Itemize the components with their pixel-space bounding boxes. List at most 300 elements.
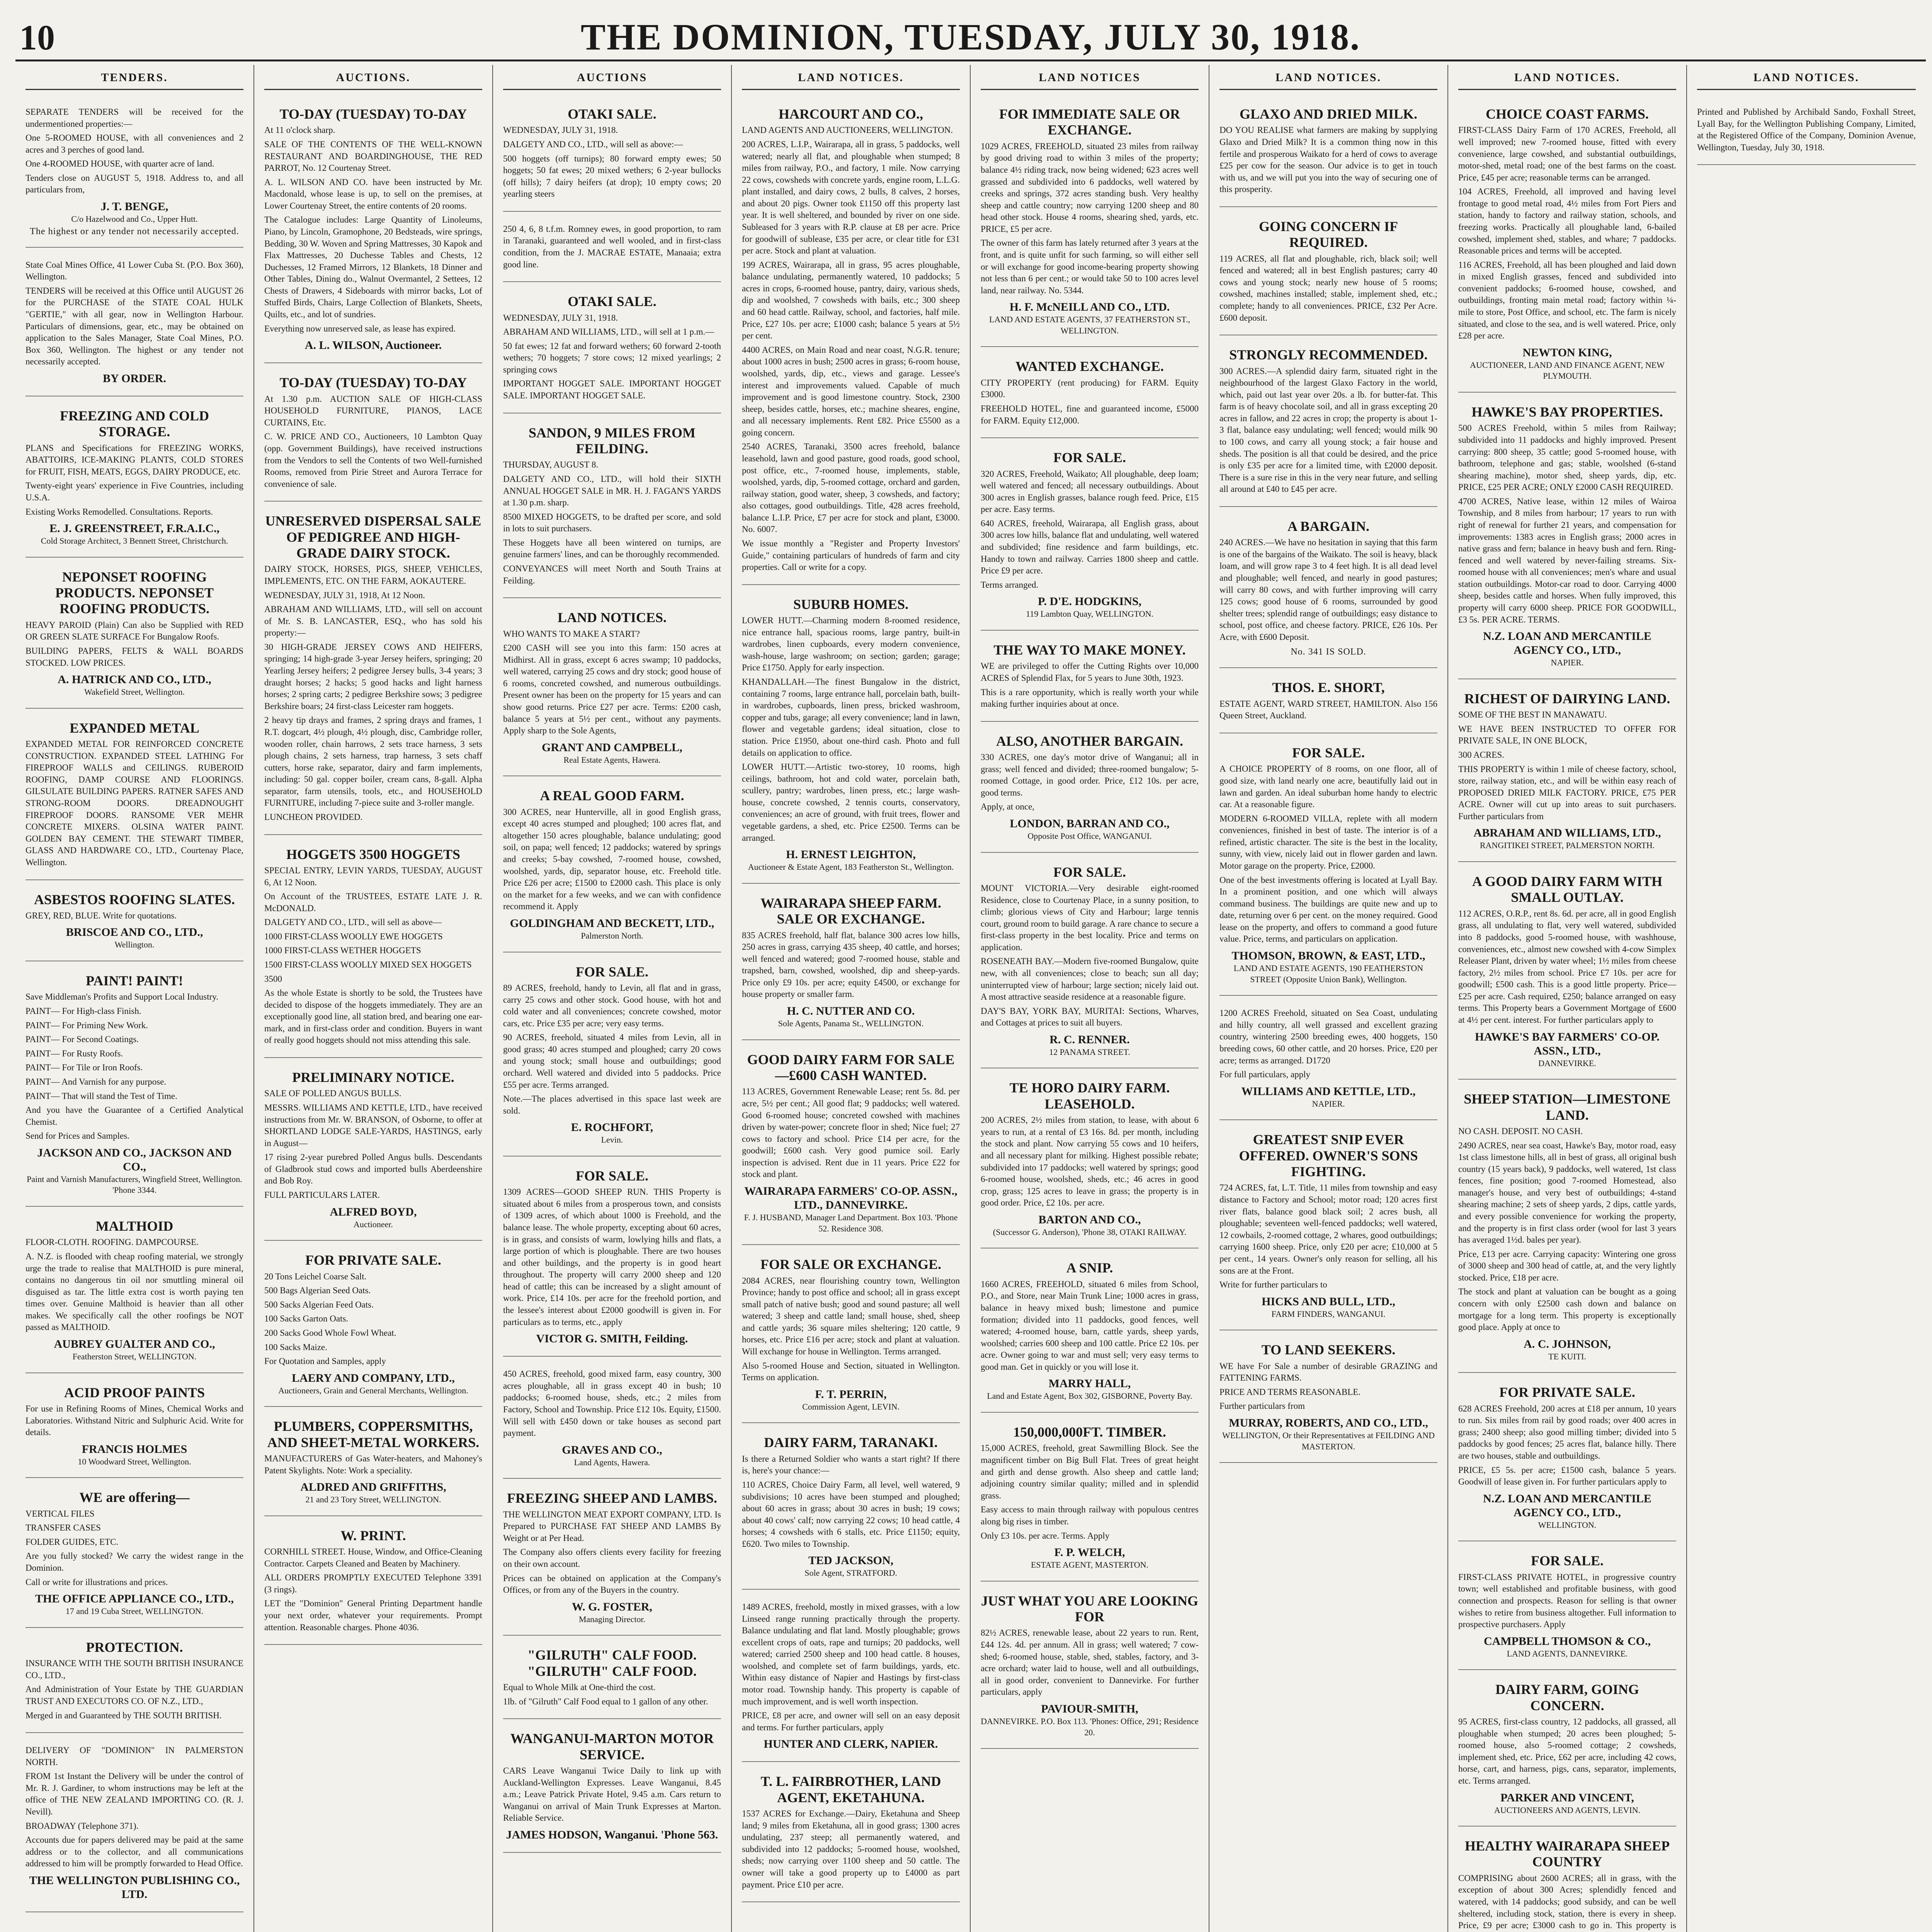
ad-address: DANNEVIRKE. — [1538, 1058, 1596, 1068]
advertisement — [1219, 99, 1437, 207]
advertisement — [503, 1361, 721, 1479]
ad-paragraph: PAINT— For Rusty Roofs. — [26, 1048, 123, 1058]
ad-address: AUCTIONEER, LAND AND FINANCE AGENT, NEW PLYMOUTH. — [1470, 360, 1665, 381]
ad-signature: HAWKE'S BAY FARMERS' CO-OP. ASSN., LTD., — [1475, 1030, 1660, 1057]
ad-signature: ABRAHAM AND WILLIAMS, LTD., — [1473, 827, 1661, 840]
ad-paragraph: 300 ACRES.—A splendid dairy farm, situated right in the neighbourhood of the largest Glaxo Factory in the world, which, paid out last year over 20s. a lb. for butter-fat. This farm is of heavy chocolate soil, and all in grass excepting 20 acres in fallow, and 22 acres in crop; the property is about 1-3 flat, balance easy undulating; well fenced; would milk 90 to 100 cows, and carry all young stock; a fair house and sheds. The position is all that could be desired, and the price is only £35 per acre for a limited time, with £2000 deposit. There is a sure rise in this in the very near future, and selling all around at £40 to £45 per acre. — [1219, 366, 1437, 494]
ad-address: 12 PANAMA STREET. — [1049, 1047, 1130, 1057]
ad-heading: ASBESTOS ROOFING SLATES. — [34, 891, 235, 907]
ad-paragraph: WE are privileged to offer the Cutting Rights over 10,000 ACRES of Splendid Flax, for 5 years to June 30th, 1923. — [981, 661, 1199, 683]
ad-paragraph: 500 Sacks Algerian Feed Oats. — [264, 1299, 374, 1310]
ad-paragraph: C. W. PRICE AND CO., Auctioneers, 10 Lambton Quay (opp. Government Buildings), have received instructions from the Vendors to sell the Contents of two Well-furnished Rooms, removed from Pirie Street and Aurora Terrace for convenience of sale. — [264, 432, 482, 489]
advertisement — [742, 1044, 960, 1245]
advertisement — [981, 442, 1199, 631]
ad-paragraph: Save Middleman's Profits and Support Local Industry. — [26, 992, 219, 1002]
ad-paragraph: 1000 FIRST-CLASS WOOLLY EWE HOGGETS — [264, 931, 443, 941]
ad-heading: WE are offering— — [79, 1490, 190, 1505]
column-4 — [732, 65, 971, 1932]
ad-paragraph: Also 5-roomed House and Section, situated in Wellington. Terms on application. — [742, 1361, 960, 1383]
ad-heading: HEALTHY WAIRARAPA SHEEP COUNTRY — [1464, 1838, 1670, 1870]
ad-paragraph: For Quotation and Samples, apply — [264, 1356, 386, 1366]
ad-paragraph: The Company also offers clients every facility for freezing on their own account. — [503, 1547, 721, 1569]
ad-address: Cold Storage Architect, 3 Bennett Street, Christchurch. — [41, 536, 228, 546]
ad-signature: MURRAY, ROBERTS, AND CO., LTD., — [1229, 1416, 1428, 1429]
advertisement — [981, 726, 1199, 853]
ad-paragraph: 104 ACRES, Freehold, all improved and having level frontage to good metal road, 4½ miles from Fort Piers and station, handy to factory and railway station, schools, and freezing works. Practically all ploughable land, 6-bailed cowshed, implement shed, stables, and whare; 7 paddocks. Reasonable prices and terms will be accepted. — [1458, 187, 1676, 256]
ad-paragraph: PAINT— For Priming New Work. — [26, 1020, 148, 1030]
advertisement — [981, 99, 1199, 347]
ad-address: LAND AND ESTATE AGENTS, 37 FEATHERSTON ST., WELLINGTON. — [989, 315, 1190, 335]
advertisement — [981, 1417, 1199, 1582]
ad-paragraph: MOUNT VICTORIA.—Very desirable eight-roomed Residence, close to Courtenay Place, in a sunny position, to climb; glorious views of City and Harbour; large tennis court, ground room to build garage. A rare chance to secure a first-class property in the best locality. Price and terms on application. — [981, 883, 1199, 952]
advertisement — [981, 351, 1199, 438]
ad-paragraph: Existing Works Remodelled. Consultations. Reports. — [26, 507, 213, 517]
ad-paragraph: DAIRY STOCK, HORSES, PIGS, SHEEP, VEHICLES, IMPLEMENTS, ETC. ON THE FARM, AOKAUTERE. — [264, 564, 482, 586]
ad-paragraph: DAY'S BAY, YORK BAY, MURITAI: Sections, Wharves, and Cottages at prices to suit all buyers. — [981, 1006, 1199, 1028]
ad-paragraph: On Account of the TRUSTEES, ESTATE LATE J. R. McDONALD. — [264, 891, 482, 913]
ad-paragraph: Apply, at once, — [981, 802, 1035, 812]
ad-paragraph: PAINT— For Second Coatings. — [26, 1034, 139, 1044]
ad-signature: W. G. FOSTER, — [571, 1600, 653, 1613]
ad-paragraph: The Catalogue includes: Large Quantity of Linoleums, Piano, by Lincoln, Gramophone, 20 Bedsteads, wire springs, Bedding, 30 W. Woven and Spring Mattresses, 30 Kapok and Flax Mattresses, 20 Duchesse Tables and Chests, 12 Duchesses, 12 Framed Mirrors, 12 Blankets, 18 Dinner and Other Tables, Dining do., Walnut Overmantel, 2 Settees, 12 Chests of Drawers, 4 Sideboards with mirror backs, Lot of Stuffed Birds, Chairs, Large Collection of Blankets, Sheets, Quilts, etc., and lot of sundries. — [264, 215, 482, 320]
ad-signature: TED JACKSON, — [808, 1554, 894, 1567]
ad-paragraph: Is there a Returned Soldier who wants a start right? If there is, here's your chance:— — [742, 1454, 960, 1476]
ad-paragraph: HEAVY PAROID (Plain) Can also be Supplied with RED OR GREEN SLATE SURFACE For Bungalow Roofs. — [26, 620, 243, 642]
ad-paragraph: SALE OF THE CONTENTS OF THE WELL-KNOWN RESTAURANT AND BOARDINGHOUSE, THE RED PARROT, No. 12 Courtenay Street. — [264, 139, 482, 173]
ad-heading: 150,000,000FT. TIMBER. — [1013, 1424, 1166, 1440]
ad-heading: DAIRY FARM, GOING CONCERN. — [1495, 1682, 1639, 1713]
ad-paragraph: Easy access to main through railway with populous centres along big rises in timber. — [981, 1505, 1199, 1526]
advertisement — [264, 99, 482, 363]
advertisement — [26, 884, 243, 962]
column-2 — [254, 65, 493, 1932]
advertisement — [1458, 396, 1676, 679]
ad-signature: LONDON, BARRAN AND CO., — [1010, 817, 1170, 830]
ad-heading: ALSO, ANOTHER BARGAIN. — [996, 733, 1184, 749]
ad-paragraph: Are you fully stocked? We carry the widest range in the Dominion. — [26, 1551, 243, 1573]
ad-paragraph: PAINT— For High-class Finish. — [26, 1006, 141, 1016]
advertisement — [981, 1252, 1199, 1413]
ad-paragraph: PRICE, £5 5s. per acre; £1500 cash, balance 5 years. Goodwill of lease given in. For further particulars apply to — [1458, 1465, 1676, 1487]
advertisement — [503, 286, 721, 413]
advertisement — [503, 1483, 721, 1636]
advertisement — [1219, 737, 1437, 996]
ad-address: AUCTIONEERS AND AGENTS, LEVIN. — [1494, 1805, 1641, 1815]
advertisement — [26, 400, 243, 558]
ad-signature: N.Z. LOAN AND MERCANTILE AGENCY CO., LTD., — [1483, 630, 1651, 657]
column-heading: LAND NOTICES. — [1697, 65, 1916, 90]
ad-address: NAPIER. — [1551, 658, 1584, 668]
ad-paragraph: THURSDAY, AUGUST 8. — [503, 460, 599, 470]
advertisement — [1458, 1830, 1676, 1932]
ad-heading: OTAKI SALE. — [568, 294, 656, 310]
advertisement — [503, 99, 721, 212]
ad-address: Auctioneer & Estate Agent, 183 Featherston St., Wellington. — [748, 862, 954, 872]
ad-paragraph: 116 ACRES, Freehold, all has been ploughed and laid down in mixed English grasses, fenced and subdivided into convenient paddocks; 6-roomed house, cowshed, and outbuildings, fronting main metal road; factory within ¼-mile to store, Post Office, and school, etc. The farm is nicely situated, and close to the sea, and is well watered. Price, only £28 per acre. — [1458, 260, 1676, 341]
ad-paragraph: 500 Bags Algerian Seed Oats. — [264, 1286, 371, 1296]
ad-address: Land and Estate Agent, Box 302, GISBORNE, Poverty Bay. — [987, 1391, 1192, 1401]
ad-heading: A SNIP. — [1066, 1260, 1113, 1276]
advertisement — [742, 589, 960, 884]
ad-paragraph: Price, £13 per acre. Carrying capacity: Wintering one gross of 3000 sheep and 300 head of cattle, at, and the very lightly stocked. Price, £18 per acre. — [1458, 1249, 1676, 1282]
advertisement — [26, 561, 243, 709]
advertisement — [26, 713, 243, 880]
ad-paragraph: This is a rare opportunity, which is really worth your while making further inquiries about at once. — [981, 687, 1199, 709]
column-3 — [493, 65, 732, 1932]
ad-address: Paint and Varnish Manufacturers, Wingfield Street, Wellington. 'Phone 3344. — [27, 1174, 242, 1195]
ad-paragraph: CITY PROPERTY (rent producing) for FARM. Equity £3000. — [981, 378, 1199, 400]
ad-heading: HOGGETS 3500 HOGGETS — [286, 846, 461, 862]
ad-heading: SHEEP STATION—LIMESTONE LAND. — [1464, 1091, 1671, 1123]
ad-paragraph: 200 ACRES, 2½ miles from station, to lease, with about 6 years to run, at a rental of £3 16s. 8d. per month, including the stock and plant. Now carrying 55 cows and 10 heifers, and all necessary plant for milking. Highest possible rebate; subdivided into 17 paddocks; well watered by springs; good 6-roomed house, woolshed, sheds, etc.; 46 acres in good crop, grass; 125 acres to leave in grass; the property is in good order. Price, £2 10s. per acre. — [981, 1115, 1199, 1208]
advertisement — [1697, 99, 1916, 165]
ad-paragraph: LAND AGENTS AND AUCTIONEERS, WELLINGTON. — [742, 125, 953, 135]
ad-paragraph: VERTICAL FILES — [26, 1509, 95, 1519]
ad-heading: PROTECTION. — [86, 1639, 183, 1655]
ad-paragraph: 300 ACRES. — [1458, 750, 1504, 760]
ad-paragraph: PAINT— And Varnish for any purpose. — [26, 1077, 167, 1087]
ad-paragraph: ABRAHAM AND WILLIAMS, LTD., will sell on account of Mr. S. B. LANCASTER, ESQ., who has sold his property:— — [264, 604, 482, 638]
column-5 — [971, 65, 1209, 1932]
ad-signature: F. T. PERRIN, — [815, 1388, 887, 1401]
ad-paragraph: CARS Leave Wanganui Twice Daily to link up with Auckland-Wellington Expresses. Leave Wanganui, 8.45 a.m.; Leave Patrick Private Hotel, 9.45 a.m. Cars return to Wanganui on arrival of Main Trunk Expresses at Marton. Reliable Service. — [503, 1766, 721, 1823]
ad-paragraph: KHANDALLAH.—The finest Bungalow in the district, containing 7 rooms, large entrance hall, porcelain bath, built-in wardrobes, cupboards, linen press, bricked washroom, copper and tubs, garage; all every convenience; land in lawn, flower and vegetable gardens; ideal situation, close to station. Price £1950, about one-third cash. Photo and full details on application to office. — [742, 677, 960, 758]
masthead: THE DOMINION, TUESDAY, JULY 30, 1918. — [580, 16, 1361, 58]
ad-paragraph: WHO WANTS TO MAKE A START? — [503, 629, 640, 639]
ad-heading: HAWKE'S BAY PROPERTIES. — [1471, 404, 1663, 420]
ad-paragraph: 240 ACRES.—We have no hesitation in saying that this farm is one of the bargains of the Waikato. The soil is heavy, black loam, and will grow rape 3 to 4 feet high. It is all dead level and ploughable; well fenced, and nearly in good pastures; will carry 80 cows, and with further improving will carry 125 cows; good house of 6 rooms, surrounded by good shelter trees; splendid range of outbuildings; easy distance to school, post office, and cheese factory. PRICE, £26 10s. Per Acre, with £600 Deposit. — [1219, 537, 1437, 642]
advertisement — [264, 839, 482, 1058]
ad-paragraph: 320 ACRES, Freehold, Waikato; All ploughable, deep loam; well watered and fenced; all necessary outbuildings. About 300 acres in English grasses, balance rough feed. Price, £15 per acre. Easy terms. — [981, 469, 1199, 514]
ad-heading: THE WAY TO MAKE MONEY. — [993, 642, 1186, 658]
ad-heading: MALTHOID — [95, 1218, 173, 1234]
advertisement — [503, 1723, 721, 1853]
ad-paragraph: 89 ACRES, freehold, handy to Levin, all flat and in grass, carry 25 cows and other stock. Good house, with hot and cold water and all conveniences; concrete cowshed, motor cars, etc. Price £35 per acre; very easy terms. — [503, 983, 721, 1028]
page-header — [15, 13, 1926, 61]
advertisement — [26, 252, 243, 396]
column-7 — [1448, 65, 1687, 1932]
advertisement — [742, 1249, 960, 1423]
ad-paragraph: BROADWAY (Telephone 371). — [26, 1821, 139, 1831]
ad-heading: UNRESERVED DISPERSAL SALE OF PEDIGREE AND HIGH-GRADE DAIRY STOCK. — [265, 513, 481, 561]
ad-heading: LAND NOTICES. — [557, 610, 667, 626]
ad-signature: THE OFFICE APPLIANCE CO., LTD., — [35, 1592, 234, 1605]
ad-paragraph: LUNCHEON PROVIDED. — [264, 812, 363, 822]
ad-signature: THOMSON, BROWN, & EAST, LTD., — [1231, 949, 1425, 963]
ad-heading: THOS. E. SHORT, — [1272, 680, 1385, 696]
advertisement — [1458, 683, 1676, 862]
ad-address: Sole Agents, Panama St., WELLINGTON. — [778, 1019, 924, 1028]
ad-heading: FOR SALE. — [1053, 450, 1126, 466]
ad-paragraph: 2084 ACRES, near flourishing country town, Wellington Province; handy to post office and school; all in grass except small patch of native bush; good and sound pasture; all well watered; 3 sheep and cattle land; small house, shed, sheep and cattle yards; 36 square miles sheltering; 120 cattle, 9 horses, etc. Price £16 per acre; stock and plant at valuation. Will exchange for house in Wellington. Terms arranged. — [742, 1276, 960, 1357]
ad-heading: FREEZING SHEEP AND LAMBS. — [507, 1490, 718, 1506]
ad-paragraph: 90 ACRES, freehold, situated 4 miles from Levin, all in good grass; 40 acres stumped and ploughed; carry 20 cows and young stock; small house and outbuildings; good orchard. Well watered and divided into 5 paddocks. Price £55 per acre. Terms arranged. — [503, 1032, 721, 1090]
ad-heading: RICHEST OF DAIRYING LAND. — [1464, 690, 1670, 706]
ad-signature: H. C. NUTTER AND CO. — [787, 1005, 915, 1017]
ad-paragraph: 450 ACRES, freehold, good mixed farm, easy country, 300 acres ploughable, all in grass except 40 in bush; 10 paddocks; 6-roomed house, sheds, etc.; 2 miles from Factory, School and Township. Price £12 10s. Equity, £1500. Will sell with £450 down or take houses as second part payment. — [503, 1369, 721, 1438]
ad-paragraph: 1000 FIRST-CLASS WETHER HOGGETS — [264, 946, 421, 956]
advertisement — [1219, 511, 1437, 668]
ad-paragraph: Tenders close on AUGUST 5, 1918. Address to, and all particulars from, — [26, 173, 243, 195]
ad-paragraph: WEDNESDAY, JULY 31, 1918, At 12 Noon. — [264, 590, 425, 600]
ad-address: WELLINGTON, Or their Representatives at FEILDING AND MASTERTON. — [1222, 1430, 1435, 1451]
column-heading: LAND NOTICES — [981, 65, 1199, 90]
ad-paragraph: Note.—The places advertised in this space last week are sold. — [503, 1094, 721, 1116]
advertisement — [1458, 1674, 1676, 1827]
ad-heading: W. PRINT. — [340, 1527, 406, 1543]
ad-address: 119 Lambton Quay, WELLINGTON. — [1026, 609, 1153, 619]
ad-address: 17 and 19 Cuba Street, WELLINGTON. — [65, 1606, 204, 1616]
ad-paragraph: 835 ACRES freehold, half flat, balance 300 acres low hills, 250 acres in grass, carrying 435 sheep, 40 cattle, and horses; well fenced and watered; good 7-roomed house, stable and trapshed, barn, cowshed, woolshed, dip and sheep-yards. Price only £9 10s. per acre; equity £4500, or exchange for house property or smaller farm. — [742, 930, 960, 999]
ad-signature: AUBREY GUALTER AND CO., — [54, 1338, 215, 1351]
ad-paragraph: State Coal Mines Office, 41 Lower Cuba St. (P.O. Box 360), Wellington. — [26, 260, 243, 282]
ad-paragraph: 1200 ACRES Freehold, situated on Sea Coast, undulating and hilly country, all well grassed and excellent grazing country, wintering 2500 breeding ewes, 400 hoggets, 150 breeding cows, 60 other cattle, and 20 horses. Price, £20 per acre; terms as arranged. D1720 — [1219, 1008, 1437, 1065]
ad-paragraph: 15,000 ACRES, freehold, great Sawmilling Block. See the magnificent timber on Big Bull Flat. Trees of great height and girth and dense growth. Also sheep and cattle land; adjoining country similar quality; milled and in splendid grass. — [981, 1443, 1199, 1500]
ad-address: Palmerston North. — [581, 930, 643, 940]
ad-address: ESTATE AGENT, MASTERTON. — [1031, 1560, 1149, 1570]
ad-signature: LAERY AND COMPANY, LTD., — [292, 1371, 455, 1384]
ad-paragraph: We issue monthly a "Register and Property Investors' Guide," containing particulars of hundreds of farm and city properties. Call or write for a copy. — [742, 539, 960, 572]
ad-paragraph: 200 Sacks Good Whole Fowl Wheat. — [264, 1328, 396, 1338]
ad-paragraph: Accounts due for papers delivered may be paid at the same address or to the collector, and all communications addressed to him will be promptly forwarded to Head Office. — [26, 1835, 243, 1869]
column-heading: AUCTIONS. — [264, 65, 482, 90]
ad-paragraph: SEPARATE TENDERS will be received for the undermentioned properties:— — [26, 107, 243, 129]
ad-signature: ALFRED BOYD, — [330, 1205, 417, 1218]
advertisement — [264, 505, 482, 835]
ad-paragraph: Printed and Published by Archibald Sando, Foxhall Street, Lyall Bay, for the Wellington Publishing Company, Limited, at the Registered Office of the Company, Dominion Avenue, Wellington, Tuesday, July 30, 1918. — [1697, 107, 1916, 152]
ad-paragraph: MANUFACTURERS of Gas Water-heaters, and Mahoney's Patent Skylights. Note: Work a speciality. — [264, 1454, 482, 1475]
ad-paragraph: Call or write for illustrations and prices. — [26, 1577, 168, 1587]
ad-paragraph: ROSENEATH BAY.—Modern five-roomed Bungalow, quite new, with all conveniences; close to beach; sun all day; uninterrupted view of harbour; large section; nicely laid out. A most attractive seaside residence at a reasonable figure. — [981, 956, 1199, 1002]
ad-paragraph: 17 rising 2-year purebred Polled Angus bulls. Descendants of Gladbrook stud cows and imported bulls Aberdeenshire and Bob Roy. — [264, 1152, 482, 1186]
ad-paragraph: THIS PROPERTY is within 1 mile of cheese factory, school, store, railway station, etc., and will be within easy reach of PROPOSED DRIED MILK FACTORY. PRICE, £75 PER ACRE. Owner will cut up into areas to suit purchasers. Further particulars from — [1458, 764, 1676, 821]
column-heading: LAND NOTICES. — [1458, 65, 1676, 90]
ad-heading: PRELIMINARY NOTICE. — [292, 1070, 454, 1085]
ad-paragraph: One of the best investments offering is located at Lyall Bay. In a prominent position, and one which will always command business. The buildings are quite new and up to date, returning over 6 per cent. on the money required. Good lease on the property, and offers to command a good future value. Price, terms, and particulars on application. — [1219, 875, 1437, 944]
ad-address: NAPIER. — [1312, 1099, 1345, 1109]
ad-paragraph: 100 Sacks Garton Oats. — [264, 1314, 349, 1324]
ad-address: LAND AND ESTATE AGENTS, 190 FEATHERSTON STREET (Opposite Union Bank), Wellington. — [1233, 963, 1423, 984]
advertisement — [1458, 1377, 1676, 1541]
ad-paragraph: 110 ACRES, Choice Dairy Farm, all level, well watered, 9 subdivisions; 10 acres have been stumped and ploughed; about 60 acres in grass; about 30 acres in bush; 19 cows; about 40 cows' calf; now carrying 22 cows; 10 head cattle, 4 horses; 4 cowsheds with 6 stalls, etc. Price £1150; equity, £620. Two miles to Township. — [742, 1480, 960, 1549]
ad-paragraph: 1537 ACRES for Exchange.—Dairy, Eketahuna and Sheep land; 9 miles from Eketahuna, all in good grass; 1300 acres undulating, 237 steep; all permanently watered, and subdivided into 12 paddocks; 5-roomed house, woolshed, sheds; now carrying over 1100 sheep and 50 cattle. The owner will take a good property up to £4000 as part payment. Price £10 per acre. — [742, 1809, 960, 1889]
ad-signature: THE WELLINGTON PUBLISHING CO., LTD. — [29, 1874, 240, 1901]
advertisement — [26, 1482, 243, 1628]
ad-signature: PAVIOUR-SMITH, — [1041, 1702, 1138, 1715]
ad-signature: WAIRARAPA FARMERS' CO-OP. ASSN., LTD., DANNEVIRKE. — [744, 1185, 957, 1211]
ad-address: Sole Agent, STRATFORD. — [804, 1568, 897, 1578]
ad-paragraph: FREEHOLD HOTEL, fine and guaranteed income, £5000 for FARM. Equity £12,000. — [981, 404, 1199, 425]
ad-paragraph: The owner of this farm has lately returned after 3 years at the front, and is quite unfit for such farming, so will either sell or will exchange for good income-bearing property showing not less than 6 per cent.; or would take 50 to 100 acres level land, near railway. No. 5344. — [981, 238, 1199, 295]
ad-address: FARM FINDERS, WANGANUI. — [1271, 1309, 1386, 1319]
advertisement — [264, 1411, 482, 1516]
ad-heading: SUBURB HOMES. — [793, 596, 909, 612]
ad-paragraph: THE WELLINGTON MEAT EXPORT COMPANY, LTD. Is Prepared to PURCHASE FAT SHEEP AND LAMBS By Weight or at Per Head. — [503, 1509, 721, 1543]
ad-paragraph: 50 fat ewes; 12 fat and forward wethers; 60 forward 2-tooth wethers; 70 hoggets; 7 store cows; 12 mixed yearlings; 2 springing cows — [503, 341, 721, 374]
ad-paragraph: 1489 ACRES, freehold, mostly in mixed grasses, with a low Linseed range running practically through the property. Balance undulating and flat land. Mostly ploughable; grows excellent crops of oats, rape and turnips; 20 paddocks, well watered; carried 2500 sheep and 100 head cattle. 8 houses, woolshed, and complete set of farm buildings, yards, etc. Within easy distance of Napier and Hastings by first-class motor road. Township handy. This property is capable of much improvement, and is well worth inspection. — [742, 1602, 960, 1706]
ad-signature: NEWTON KING, — [1522, 346, 1612, 359]
ad-paragraph: TRANSFER CASES — [26, 1523, 101, 1533]
column-1 — [15, 65, 254, 1932]
ad-signature: A. L. WILSON, Auctioneer. — [304, 339, 442, 352]
ad-paragraph: FOLDER GUIDES, ETC. — [26, 1537, 119, 1547]
ad-paragraph: DALGETY AND CO., LTD., will sell as above— — [264, 917, 442, 927]
ad-paragraph: WE HAVE BEEN INSTRUCTED TO OFFER FOR PRIVATE SALE, IN ONE BLOCK, — [1458, 724, 1676, 746]
ad-paragraph: 300 ACRES, near Hunterville, all in good English grass, except 40 acres stumped and ploughed; 100 acres flat, and altogether 150 acres ploughable, balance undulating; good soil, on papa; well fenced; 12 paddocks; watered by springs and creeks; 5-bay cowshed, 7-roomed house, cowshed, woolshed, yards, dip, separator house, etc. Freehold title. Price £26 per acre; £1500 to £2000 cash. This place is only on the market for a few weeks, and we can with confidence recommend it. Apply — [503, 807, 721, 912]
ad-paragraph: CONVEYANCES will meet North and South Trains at Feilding. — [503, 564, 721, 585]
ad-heading: GREATEST SNIP EVER OFFERED. OWNER'S SONS FIGHTING. — [1239, 1132, 1418, 1180]
advertisement — [981, 1585, 1199, 1749]
ad-paragraph: As the whole Estate is shortly to be sold, the Trustees have decided to dispose of the hoggets immediately. They are an exceptionally good line, all station bred, and bearing one ear-mark, and in first-class order and condition. Buyers in want of really good hoggets should not miss attending this sale. — [264, 988, 482, 1045]
ad-heading: "GILRUTH" CALF FOOD. "GILRUTH" CALF FOOD. — [527, 1647, 697, 1679]
ad-paragraph: LOWER HUTT.—Charming modern 8-roomed residence, nice entrance hall, spacious rooms, large pantry, built-in wardrobes, linen cupboards, every modern convenience, wash-house, large washroom; on section; garden; garage; Price £1750. Apply for early inspection. — [742, 616, 960, 673]
ad-heading: GOOD DAIRY FARM FOR SALE—£600 CASH WANTED. — [747, 1051, 955, 1083]
column-heading: LAND NOTICES. — [742, 65, 960, 90]
column-6 — [1209, 65, 1448, 1932]
ad-paragraph: BUILDING PAPERS, FELTS & WALL BOARDS STOCKED. LOW PRICES. — [26, 646, 243, 668]
ad-heading: FOR PRIVATE SALE. — [1499, 1384, 1635, 1400]
ad-paragraph: PAINT— For Tile or Iron Roofs. — [26, 1063, 143, 1073]
ad-heading: GLAXO AND DRIED MILK. — [1239, 106, 1418, 122]
ad-paragraph: 82½ ACRES, renewable lease, about 22 years to run. Rent, £44 12s. 4d. per annum. All in grass; well watered; 7 cow-shed; 6-roomed house, stable, shed, stables, factory, and 3-acre orchard; water laid to house, well and all outbuildings, all in good order, convenient to Dannevirke. For further particulars, apply — [981, 1628, 1199, 1697]
ad-address: RANGITIKEI STREET, PALMERSTON NORTH. — [1480, 840, 1655, 850]
ad-heading: FOR SALE. — [575, 1168, 649, 1184]
ad-heading: HARCOURT AND CO., — [778, 106, 923, 122]
ad-heading: PAINT! PAINT! — [86, 973, 183, 989]
advertisement — [1458, 1545, 1676, 1670]
ad-paragraph: DO YOU REALISE what farmers are making by supplying Glaxo and Dried Milk? It is a common thing now in this fertile and prosperous Waikato for a herd of cows to average £25 per cow for the season. Our advice is to get in touch with us, and we will put you into the way of securing one of this prosperity. — [1219, 125, 1437, 194]
page-number: 10 — [19, 18, 55, 57]
ad-paragraph: 500 ACRES Freehold, within 5 miles from Railway; subdivided into 11 paddocks and highly improved. Present carrying: 800 sheep, 35 cattle; good 5-roomed house, with bathroom, telephone and gas; stable, woolshed (6-stand shearing machine), motor shed, sheep yards, dip, etc. PRICE, £25 PER ACRE; ONLY £2000 CASH REQUIRED. — [1458, 423, 1676, 492]
ad-paragraph: Terms arranged. — [981, 580, 1039, 590]
ad-heading: WANGANUI-MARTON MOTOR SERVICE. — [510, 1731, 714, 1762]
ad-signature: ALDRED AND GRIFFITHS, — [300, 1481, 446, 1494]
ad-signature: BRISCOE AND CO., LTD., — [66, 926, 203, 939]
ad-heading: JUST WHAT YOU ARE LOOKING FOR — [981, 1593, 1199, 1625]
advertisement — [503, 780, 721, 952]
ad-signature: R. C. RENNER. — [1049, 1033, 1130, 1046]
ad-address: Opposite Post Office, WANGANUI. — [1027, 831, 1152, 841]
ad-paragraph: EXPANDED METAL FOR REINFORCED CONCRETE CONSTRUCTION. EXPANDED STEEL LATHING For FIREPROOF WALLS and CEILINGS. RUBEROID ROOFING, DAMP COURSE AND FLOORINGS. GILSULATE BUILDING PAPERS. RATNER SAFES AND STRONG-ROOM DOORS. DREADNOUGHT FIREPROOF DOORS. RANSOME VER MEHR CONCRETE MIXERS. OLSINA WATER PAINT. GOLDEN BAY CEMENT. THE STEWART TIMBER, GLASS AND HARDWARE CO., LTD., Courtenay Place, Wellington. — [26, 739, 243, 867]
advertisement — [503, 417, 721, 599]
ad-signature: F. P. WELCH, — [1054, 1546, 1125, 1559]
column-heading: LAND NOTICES. — [1219, 65, 1437, 90]
ad-paragraph: CORNHILL STREET. House, Window, and Office-Cleaning Contractor. Carpets Cleaned and Beaten by Machinery. — [264, 1547, 482, 1568]
ad-heading: PLUMBERS, COPPERSMITHS, AND SHEET-METAL WORKERS. — [267, 1418, 480, 1450]
ad-heading: DAIRY FARM, TARANAKI. — [764, 1435, 938, 1451]
ad-address: Real Estate Agents, Hawera. — [563, 755, 661, 765]
ad-heading: A REAL GOOD FARM. — [540, 788, 684, 804]
ad-paragraph: These Hoggets have all been wintered on turnips, are genuine farmers' lines, and can be thoroughly recommended. — [503, 537, 721, 560]
ad-paragraph: PLANS and Specifications for FREEZING WORKS, ABATTOIRS, ICE-MAKING PLANTS, COLD STORES for FRUIT, FISH, MEATS, EGGS, DAIRY PRODUCE, etc. — [26, 443, 243, 476]
ad-heading: TO-DAY (TUESDAY) TO-DAY — [279, 106, 467, 122]
ad-paragraph: 200 ACRES, L.I.P., Wairarapa, all in grass, 5 paddocks, well watered; nearly all flat, and ploughable when stumped; 8 miles from railway, P.O., and factory, 1 mile. Now carrying 22 cows, cowsheds with concrete yards, engine room, L.L.G. plant installed, and dairy cows, 2 bulls, 8 calves, 2 horses, and about 20 pigs. Owner took £1150 off this property last year. It is well sheltered, and bounded by river on one side. Subleased for 3 years with R.P. clause at £8 per acre. Price for goodwill of sublease, £35 per acre, or clear title for £31 per acre. Stock and plant at valuation. — [742, 139, 960, 256]
ad-paragraph: For use in Refining Rooms of Mines, Chemical Works and Laboratories. Withstand Nitric and Sulphuric Acid. Write for details. — [26, 1404, 243, 1437]
ad-paragraph: Everything now unreserved sale, as lease has expired. — [264, 323, 456, 333]
ad-paragraph: Only £3 10s. per acre. Terms. Apply — [981, 1531, 1110, 1541]
ad-paragraph: 330 ACRES, one day's motor drive of Wanganui; all in grass; well fenced and divided; three-roomed bungalow; 5-roomed Cottage, in good order. Price, £12 10s. per acre, good terms. — [981, 752, 1199, 798]
ad-note: The highest or any tender not necessarily accepted. — [30, 226, 239, 236]
ad-signature: J. T. BENGE, — [100, 200, 168, 213]
ad-heading: FOR IMMEDIATE SALE OR EXCHANGE. — [999, 106, 1180, 138]
advertisement — [742, 1594, 960, 1762]
ad-signature: H. ERNEST LEIGHTON, — [786, 848, 916, 861]
ad-heading: FOR SALE. — [1531, 1553, 1604, 1569]
ad-heading: ACID PROOF PAINTS — [64, 1384, 205, 1400]
ad-paragraph: 500 hoggets (off turnips); 80 forward empty ewes; 50 hoggets; 50 fat ewes; 20 mixed wethers; 6 2-year bullocks (off hills); 7 dairy heifers (at drop); 10 empty cows; 20 yearling steers — [503, 153, 721, 199]
ad-address: C/o Hazelwood and Co., Upper Hutt. — [71, 214, 198, 224]
ad-paragraph: MESSRS. WILLIAMS AND KETTLE, LTD., have received instructions from Mr. W. BRANSON, of Osborne, to offer at SHORTLAND LODGE SALE-YARDS, HASTINGS, early in August— — [264, 1103, 482, 1148]
ad-paragraph: A CHOICE PROPERTY of 8 rooms, on one floor, all of good size, with land nearly one acre, beautifully laid out in lawn and garden. An ideal suburban home handy to electric car. At a reasonable figure. — [1219, 764, 1437, 810]
ad-paragraph: DALGETY AND CO., LTD., will hold their SIXTH ANNUAL HOGGET SALE in MR. H. J. FAGAN'S YARDS at 1.30 p.m. sharp. — [503, 474, 721, 508]
ad-address: Featherston Street, WELLINGTON. — [72, 1352, 197, 1362]
ad-paragraph: Equal to Whole Milk at One-third the cost. — [503, 1682, 656, 1692]
ad-paragraph: And Administration of Your Estate by THE GUARDIAN TRUST AND EXECUTORS CO. OF N.Z., LTD., — [26, 1684, 243, 1706]
ad-heading: T. L. FAIRBROTHER, LAND AGENT, EKETAHUNA. — [760, 1774, 941, 1805]
ad-heading: FOR SALE OR EXCHANGE. — [760, 1257, 942, 1272]
ad-paragraph: 4700 ACRES, Native lease, within 12 miles of Wairoa Township, and 8 miles from harbour; 17 years to run with right of renewal for further 21 years, and compensation for improvements: 1383 acres in English grass; 2000 acres in native grass and fern; balance in heavy bush and fern. Ring-fenced and well watered by never-failing streams. Six-roomed house with all conveniences; men's whare and usual station outbuildings. Motor-car road to door. Carrying 4000 sheep, besides cattle and horses. When fully improved, this property will carry 6000 sheep. PRICE FOR GOODWILL, £3 5s. PER ACRE. TERMS. — [1458, 496, 1676, 624]
ad-address: Commission Agent, LEVIN. — [802, 1401, 900, 1412]
ad-signature: E. J. GREENSTREET, F.R.A.I.C., — [49, 522, 220, 535]
ad-heading: TO-DAY (TUESDAY) TO-DAY — [279, 375, 467, 391]
ad-paragraph: 2490 ACRES, near sea coast, Hawke's Bay, motor road, easy 1st class limestone hills, all in best of grass, all original bush country (15 years back), 9 paddocks, well watered, 1st class fences, fine position; good 7-roomed Homestead, also manager's house, and very best of outbuildings; 4-stand shearing machine; 2 sets of sheep yards, 2 dips, cattle yards, and every possible convenience for working the property, and the property is in first class order (wool for last 3 years has averaged 1½d. bales per year). — [1458, 1140, 1676, 1245]
ad-signature: JACKSON AND CO., JACKSON AND CO., — [37, 1146, 232, 1173]
ad-paragraph: 112 ACRES, O.R.P., rent 8s. 6d. per acre, all in good English grass, all undulating to flat, very well watered, subdivided into 8 paddocks, good 5-roomed house, with washhouse, conveniences, etc., almost new cowshed with 4-cow Simplex Releaser Plant, driven by water wheel; 1½ miles from cheese factory, 2½ miles from school. Price £7 10s. per acre for goodwill; £500 cash. This is a good little property. Price—£25 per acre. Cash required, £250; balance arranged on easy terms. This Property bears a Government Mortgage of £600 at 4½ per cent. interest. For further particulars apply to — [1458, 908, 1676, 1025]
column-heading: TENDERS. — [26, 65, 243, 90]
ad-paragraph: ALL ORDERS PROMPTLY EXECUTED Telephone 3391 (3 rings). — [264, 1573, 482, 1594]
ad-address: F. J. HUSBAND, Manager Land Department. Box 103. 'Phone 52. Residence 308. — [744, 1213, 958, 1233]
ad-paragraph: 1309 ACRES—GOOD SHEEP RUN. THIS Property is situated about 6 miles from a prosperous town, and consists of 1309 acres, of which about 1000 is Freehold, and the balance lease. The whole property, excepting about 60 acres, is in grass, and consists of warm, lowlying hills and flats, a large portion of which is ploughable. There are two houses and other buildings, and the property is in good heart throughout. The property will carry 2000 sheep and 120 head of cattle; this can be increased by a slight amount of work. Price, £14 10s. per acre for the freehold portion, and the lessee's interest about £2000 goodwill is given in. For particulars as to terms, etc., apply — [503, 1187, 721, 1327]
ad-paragraph: One 5-ROOMED HOUSE, with all conveniences and 2 acres and 3 perches of good land. — [26, 133, 243, 155]
ad-paragraph: ABRAHAM AND WILLIAMS, LTD., will sell at 1 p.m.— — [503, 327, 714, 337]
ad-paragraph: 2 heavy tip drays and frames, 2 spring drays and frames, 1 R.T. dogcart, 4½ plough, 4½ plough, disc, Cambridge roller, wooden roller, chain harrows, 2 sets trace harness, 3 sets plough chains, 2 sets harness, trap harness, 3 sets chaff cutters, horse rake, separator, dairy and farm implements, including: 50 gal. copper boiler, cream cans, 8-gall. Alpha separator, farm utensils, tools, etc., and HOUSEHOLD FURNITURE, including 7-piece suite and 3-roller mangle. — [264, 715, 482, 808]
ad-paragraph: PRICE, £8 per acre, and owner will sell on an easy deposit and terms. For further particulars, apply — [742, 1711, 960, 1732]
advertisement — [503, 602, 721, 776]
ad-paragraph: SOME OF THE BEST IN MANAWATU. — [1458, 710, 1607, 720]
ad-signature: HUNTER AND CLERK, NAPIER. — [764, 1738, 938, 1751]
ad-paragraph: TENDERS will be received at this Office until AUGUST 26 for the PURCHASE of the STATE COAL HULK "GERTIE," with all gear, now in Wellington Harbour. Particulars of dimensions, gear, etc., may be obtained on application to the Sales Manager, State Coal Mines, P.O. Box 360, Wellington. The highest or any tender not necessarily accepted. — [26, 286, 243, 367]
ad-heading: TE HORO DAIRY FARM. LEASEHOLD. — [1009, 1080, 1170, 1112]
ad-paragraph: COMPRISING about 2600 ACRES; all in grass, with the exception of about 300 Acres; splendidly fenced and watered, with 14 paddocks; good subsidy, and can be well sheltered, including stock, station, there is every in sheep. Price, £9 per acre; £3000 cash to go in. This property is — [1458, 1873, 1676, 1930]
advertisement — [503, 216, 721, 282]
ad-heading: FOR SALE. — [1292, 745, 1365, 760]
ad-heading: FOR PRIVATE SALE. — [305, 1252, 441, 1268]
ad-paragraph: 8500 MIXED HOGGETS, to be drafted per score, and sold in lots to suit purchasers. — [503, 512, 721, 534]
ad-address: Wellington. — [114, 940, 155, 950]
ad-paragraph: 1660 ACRES, FREEHOLD, situated 6 miles from School, P.O., and Store, near Main Trunk Line; 1000 acres in grass, balance in heavy mixed bush; limestone and pumice formation; divided into 11 paddocks, good fences, well watered; 4-roomed house, barn, cattle yards, sheep yards, woolshed; carries 600 sheep and 100 cattle. Price £2 10s. per acre. Owner going to war and must sell; very easy terms to good man. Get in quickly or you will lose it. — [981, 1279, 1199, 1372]
ad-address: Wakefield Street, Wellington. — [84, 687, 185, 697]
advertisement — [503, 1639, 721, 1719]
ad-paragraph: 250 4, 6, 8 t.f.m. Romney ewes, in good proportion, to ram in Taranaki, guaranteed and well wooled, and in first-class condition, from the J. MACRAE ESTATE, Manaaia; extra good line. — [503, 224, 721, 269]
ad-paragraph: 724 ACRES, fat, L.T. Title, 11 miles from township and easy distance to Factory and School; motor road; 120 acres first river flats, balance good black soil; 2 acres bush, all ploughable; seventeen well-fenced paddocks; well watered, 12 cowbails, 2-roomed cottage, 2 whares, good outbuildings; carrying 1600 sheep. Price, only £20 per acre; £10,000 at 5 per cent., 14 years. Owner's only reason for selling, all his sons are at the Front. — [1219, 1183, 1437, 1276]
ad-address: TE KUITI. — [1548, 1351, 1586, 1361]
ad-paragraph: 3500 — [264, 974, 282, 984]
advertisement — [1219, 339, 1437, 507]
ad-paragraph: FIRST-CLASS PRIVATE HOTEL, in progressive country town; well established and profitable business, with good connection and prospects. Reason for selling is that owner wishes to retire from business altogether. Full information to prospective purchasers. Apply — [1458, 1572, 1676, 1629]
ad-paragraph: And you have the Guarantee of a Certified Analytical Chemist. — [26, 1105, 243, 1127]
ad-signature: A. C. JOHNSON, — [1524, 1337, 1611, 1350]
advertisement — [26, 1211, 243, 1373]
ad-paragraph: 628 ACRES Freehold, 200 acres at £18 per annum, 10 years to run. Six miles from rail by good roads; over 400 acres in grass; 2400 sheep; also good milling timber; divided into 5 paddocks by good fences; 25 acres flat, balance hilly. There are two houses, stable and outbuildings. — [1458, 1403, 1676, 1461]
advertisement — [503, 1160, 721, 1357]
ad-signature: CAMPBELL THOMSON & CO., — [1484, 1634, 1651, 1648]
advertisement — [26, 965, 243, 1207]
ad-paragraph: FROM 1st Instant the Delivery will be under the control of Mr. R. J. Gardiner, to whom instructions may be left at the office of THE NEW ZEALAND IMPORTING CO. (R. J. Nevill). — [26, 1771, 243, 1816]
ad-paragraph: Merged in and Guaranteed by THE SOUTH BRITISH. — [26, 1710, 222, 1720]
ad-heading: SANDON, 9 MILES FROM FEILDING. — [528, 425, 696, 456]
ad-heading: WAIRARAPA SHEEP FARM. SALE OR EXCHANGE. — [760, 895, 941, 927]
ad-paragraph: LET the "Dominion" General Printing Department handle your next order, whatever your requirements. Prompt attention. Reasonable charges. Phone 4036. — [264, 1599, 482, 1632]
